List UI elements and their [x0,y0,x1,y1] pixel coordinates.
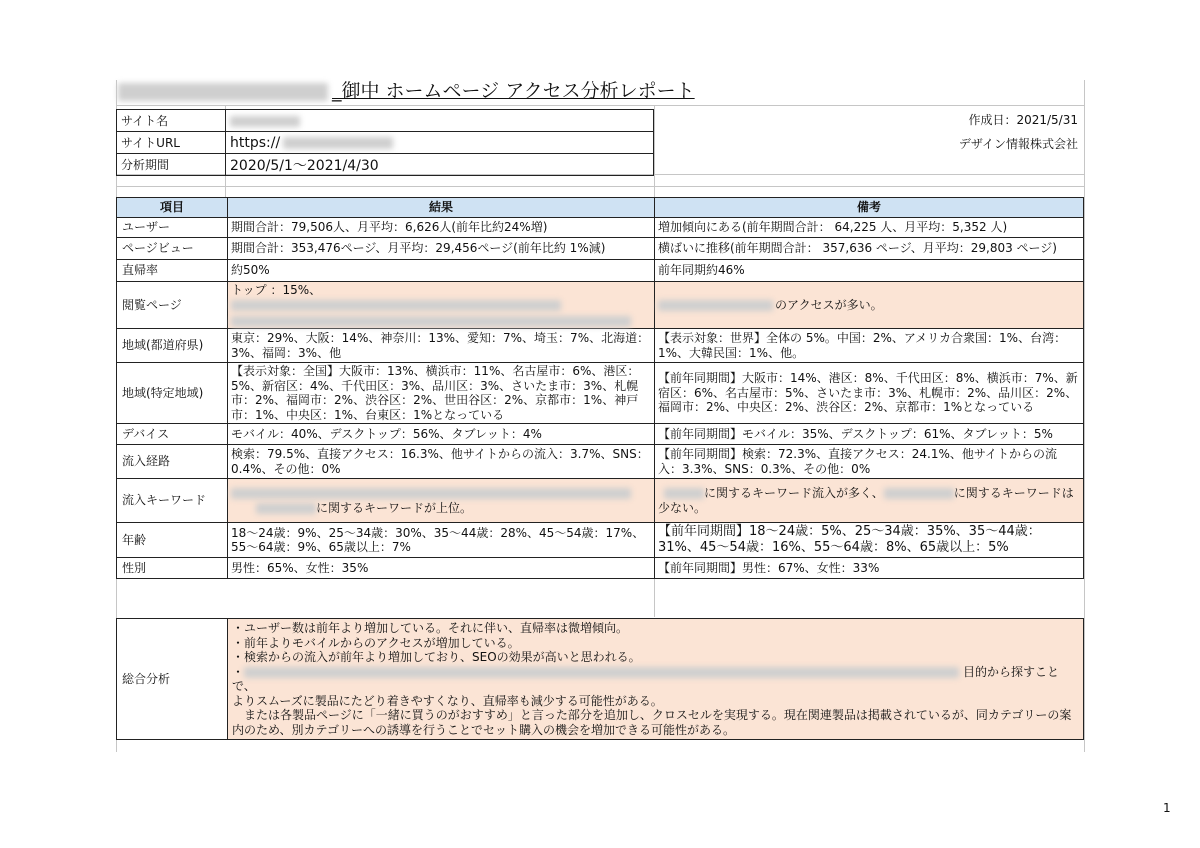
row-result: 検索：79.5%、直接アクセス：16.3%、他サイトからの流入：3.7%、SNS：0.4%、その他：0% [228,445,655,479]
summary-line: または各製品ページに「一緒に買うのがおすすめ」と言った部分を追加し、クロスセルを実現する。現在関連製品は掲載されているが、同カテゴリーの案内のため、別カテゴリーへの誘導を行うことでセット購入の機会を増加できる可能性がある。 [232,708,1072,737]
summary-line: ・検索からの流入が前年より増加しており、SEOの効果が高いと思われる。 [232,650,641,664]
row-note: 前年同期約46% [655,260,1084,282]
table-row [117,363,1084,424]
browse-page-note: のアクセスが多い。 [775,297,883,312]
header-note: 備考 [655,198,1084,218]
row-note: 横ばいに推移(前年期間合計： 357,636 ページ、月平均：29,803 ページ) [655,238,1084,260]
row-label: 地域(都道府県) [117,329,228,363]
table-row [117,445,1084,479]
redacted-text [664,488,704,499]
grid-line [116,105,1084,106]
header-item: 項目 [117,198,228,218]
summary-table [116,618,1084,740]
row-result: モバイル：40%、デスクトップ：56%、タブレット：4% [228,424,655,445]
keyword-note-a: に関するキーワード流入が多く、 [704,486,884,500]
row-label: 直帰率 [117,260,228,282]
redacted-text [884,488,954,499]
row-result: 男性：65%、女性：35% [228,558,655,579]
summary-line: ・前年よりモバイルからのアクセスが増加している。 [232,635,520,650]
row-result: 東京：29%、大阪：14%、神奈川：13%、愛知：7%、埼玉：7%、北海道：3%、福岡：3%、他 [228,329,655,363]
row-note: 増加傾向にある(前年期間合計： 64,225 人、月平均：5,352 人) [655,218,1084,238]
row-label: 地域(特定地域) [117,363,228,424]
table-row [117,329,1084,363]
table-row [117,558,1084,579]
row-result: 18～24歳：9%、25～34歳：30%、35～44歳：28%、45～54歳：17%、55～64歳：9%、65歳以上：7% [228,523,655,558]
site-name-value [226,110,654,132]
row-note: 【前年同期間】18～24歳：5%、25～34歳：35%、35～44歳：31%、45～54歳：16%、55～64歳：8%、65歳以上：5% [655,523,1084,558]
summary-line: よりスムーズに製品にたどり着きやすくなり、直帰率も減少する可能性がある。 [232,693,663,708]
row-label: ページビュー [117,238,228,260]
redacted-text [231,300,561,311]
period-value: 2020/5/1～2021/4/30 [226,154,654,176]
header-result: 結果 [228,198,655,218]
row-label: 流入経路 [117,445,228,479]
row-label: 閲覧ページ [117,282,228,329]
table-row [117,424,1084,445]
row-note: 【表示対象：世界】全体の 5%。中国：2%、アメリカ合衆国：1%、台湾：1%、大韓民国：1%、他。 [655,329,1084,363]
row-result: 期間合計：79,506人、月平均：6,626人(前年比約24%増) [228,218,655,238]
analysis-table [116,197,1084,579]
row-note [655,282,1084,329]
redacted-site-url [283,137,393,149]
redacted-site-name [230,116,300,127]
created-date: 作成日：2021/5/31 [968,113,1078,127]
site-url-text: https:// [230,134,281,151]
table-row [117,523,1084,558]
row-note [655,479,1084,523]
summary-line: ・ユーザー数は前年より増加している。それに伴い、直帰率は微増傾向。 [232,621,629,635]
redacted-text [244,667,959,678]
browse-page-top: トップ ：15%、 [231,283,322,297]
report-title: _御中 ホームページ アクセス分析レポート [118,77,718,105]
summary-bullet: ・ [232,664,245,679]
row-result [228,282,655,329]
row-label: 性別 [117,558,228,579]
table-row [117,479,1084,523]
row-note: 【前年同期間】検索：72.3%、直接アクセス：24.1%、他サイトからの流入：3.3%、SNS：0.3%、その他：0% [655,445,1084,479]
redacted-text [256,503,316,514]
row-note: 【前年同期間】男性：67%、女性：33% [655,558,1084,579]
table-row [117,218,1084,238]
period-label: 分析期間 [117,154,226,176]
site-url-label: サイトURL [117,132,226,154]
site-url-value [226,132,654,154]
summary-line [232,665,1079,694]
grid-line [116,186,1084,187]
row-label: 流入キーワード [117,479,228,523]
summary-content [228,619,1084,740]
company-name: デザイン情報株式会社 [958,137,1078,151]
keyword-result: に関するキーワードが上位。 [316,500,473,515]
site-info-table [116,109,654,176]
row-result: 【表示対象：全国】大阪市：13%、横浜市：11%、名古屋市：6%、港区：5%、新宿区：4%、千代田区：3%、品川区：3%、さいたま市：3%、札幌市：2%、福岡市：2%、渋谷区：2%、世田谷区：2%、京都市：1%、神戸市：1%、中央区：1%、台東区：1%となっている [228,363,655,424]
row-result [228,479,655,523]
redacted-text [231,488,631,499]
table-row [117,238,1084,260]
row-result: 約50% [228,260,655,282]
grid-line [1084,80,1085,752]
redacted-text [658,300,773,311]
summary-line-suffix: 目的から探すことで、 [232,664,1060,693]
redacted-text [231,316,631,327]
row-result: 期間合計：353,476ページ、月平均：29,456ページ(前年比約 1%減) [228,238,655,260]
row-label: ユーザー [117,218,228,238]
row-note: 【前年同期間】モバイル：35%、デスクトップ：61%、タブレット：5% [655,424,1084,445]
table-row [117,260,1084,282]
row-label: 年齢 [117,523,228,558]
row-note: 【前年同期間】大阪市：14%、港区：8%、千代田区：8%、横浜市：7%、新宿区：6%、名古屋市：5%、さいたま市：3%、札幌市：2%、品川区：2%、福岡市：2%、中央区：2%、渋谷区：2%、京都市：1%となっている [655,363,1084,424]
table-row [117,282,1084,329]
redacted-client-name [118,83,328,101]
page-number: 1 [1163,801,1171,815]
site-name-label: サイト名 [117,110,226,132]
row-label: デバイス [117,424,228,445]
summary-label: 総合分析 [117,619,228,740]
keyword-note-b: に関するキーワードは少ない。 [658,486,1074,515]
